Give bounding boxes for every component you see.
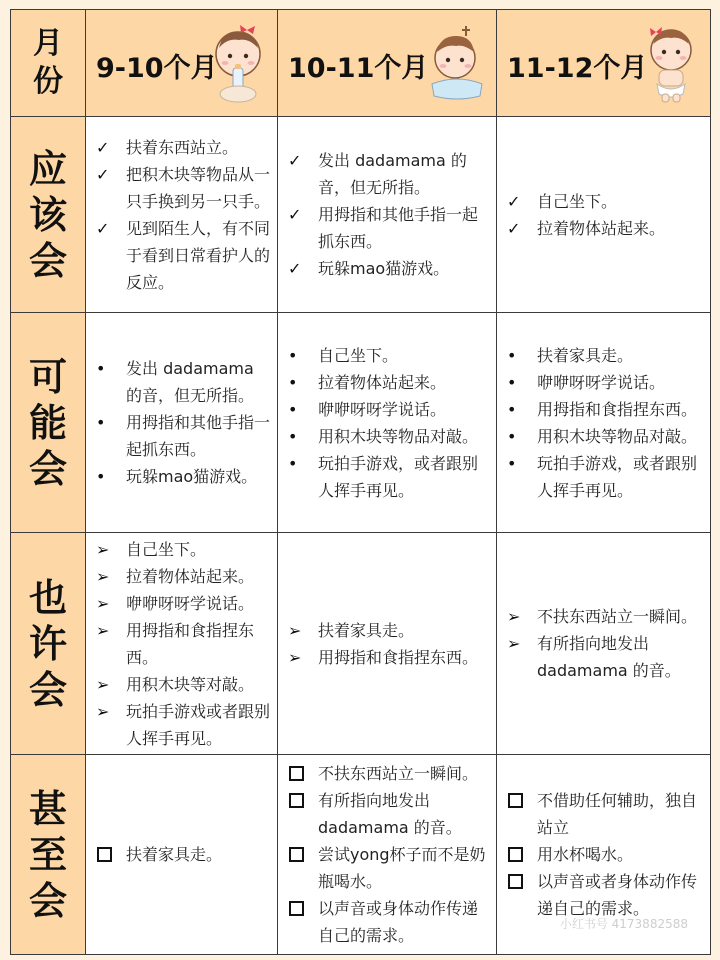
milestone-text: 玩拍手游戏，或者跟别人挥手再见。: [537, 453, 698, 500]
row-label-char: 也: [28, 575, 67, 620]
watermark: 小红书号 4173882588: [559, 917, 688, 931]
row-label-perhaps: [11, 533, 86, 755]
check-icon: ✓: [288, 205, 302, 224]
milestone-item: [96, 841, 271, 868]
check-icon: ✓: [507, 218, 521, 238]
milestone-item: [507, 396, 704, 423]
baby-bottle-icon: [209, 24, 267, 104]
dot-icon: •: [507, 372, 517, 392]
milestone-list: [86, 841, 277, 868]
milestone-list: [497, 188, 710, 242]
cell: [86, 313, 278, 533]
dot-icon: •: [507, 399, 517, 419]
milestone-item: [96, 590, 271, 617]
milestone-item: [96, 355, 271, 409]
dot-icon: •: [288, 453, 298, 473]
milestone-item: [507, 188, 704, 215]
arrow-icon: ➢: [96, 593, 110, 613]
dot-icon: •: [507, 345, 517, 365]
milestone-text: 扶着家具走。: [126, 845, 223, 864]
milestone-text: 玩躲mao猫游戏。: [126, 467, 258, 486]
milestone-item: [288, 396, 490, 423]
cell: [278, 755, 497, 955]
milestone-text: 发出 dadamama 的音，但无所指。: [126, 359, 255, 405]
arrow-icon: ➢: [288, 620, 302, 640]
milestone-text: 用积木块等对敲。: [126, 674, 255, 694]
milestone-sheet: [10, 9, 710, 954]
cell: [86, 117, 278, 313]
milestone-item: [288, 255, 490, 282]
dot-icon: •: [96, 359, 106, 378]
arrow-icon: ➢: [96, 674, 110, 694]
milestone-item: [288, 369, 490, 396]
cell: [86, 533, 278, 755]
milestone-list: [86, 134, 277, 296]
checkbox-icon: [288, 760, 314, 789]
dot-icon: •: [507, 426, 517, 446]
milestone-text: 玩拍手游戏或者跟别人挥手再见。: [126, 701, 271, 748]
row-label-char: 会: [28, 446, 67, 491]
milestone-item: [96, 134, 271, 161]
milestone-text: 把积木块等物品从一只手换到另一只手。: [126, 164, 271, 211]
milestone-item: [288, 423, 490, 450]
check-icon: ✓: [507, 191, 521, 211]
checkbox-icon: [507, 868, 533, 897]
cell: [86, 755, 278, 955]
milestone-item: [507, 841, 704, 868]
milestone-text: 扶着东西站立。: [126, 137, 239, 157]
dot-icon: •: [288, 399, 298, 419]
row-label-should: [11, 117, 86, 313]
check-icon: ✓: [288, 151, 302, 170]
checkbox-icon: [288, 787, 314, 816]
milestone-list: [278, 342, 496, 504]
row-label-char: 至: [28, 832, 67, 877]
milestone-list: [497, 603, 710, 684]
row-label-char: 许: [28, 621, 67, 666]
milestone-item: [96, 536, 271, 563]
milestone-item: [96, 671, 271, 698]
milestone-text: 用拇指和其他手指一起抓东西。: [318, 205, 479, 251]
milestone-item: [96, 563, 271, 590]
milestone-item: [507, 787, 704, 841]
checkbox-icon: [288, 895, 314, 924]
milestone-list: [86, 355, 277, 490]
cell: [497, 117, 711, 313]
milestone-text: 自己坐下。: [537, 191, 618, 211]
milestone-text: 用积木块等物品对敲。: [537, 426, 698, 446]
milestone-text: 自己坐下。: [126, 539, 207, 559]
milestone-text: 拉着物体站起来。: [126, 566, 255, 586]
dot-icon: •: [96, 413, 106, 432]
milestone-item: [288, 617, 490, 644]
baby-standing-icon: [642, 24, 700, 104]
arrow-icon: ➢: [96, 620, 110, 640]
milestone-text: 用拇指和食指捏东西。: [318, 647, 479, 667]
milestone-item: [507, 342, 704, 369]
column-title: 9-10个月: [96, 53, 218, 84]
milestone-text: 拉着物体站起来。: [318, 372, 447, 392]
arrow-icon: ➢: [288, 647, 302, 667]
baby-crawling-icon: [428, 24, 486, 104]
row-label-even: [11, 755, 86, 955]
column-header-10-11: [278, 10, 497, 117]
milestone-item: [288, 787, 490, 841]
milestone-item: [288, 201, 490, 255]
milestone-list: [497, 342, 710, 504]
milestone-item: [96, 463, 271, 490]
milestone-list: [86, 536, 277, 752]
header-row: [11, 10, 711, 117]
row-may: [11, 313, 711, 533]
row-label-char: 该: [28, 192, 67, 237]
milestone-text: 见到陌生人，有不同于看到日常看护人的反应。: [126, 218, 271, 292]
arrow-icon: ➢: [96, 539, 110, 559]
milestone-text: 以声音或身体动作传递自己的需求。: [318, 899, 479, 945]
check-icon: ✓: [96, 164, 110, 184]
milestone-text: 扶着家具走。: [537, 345, 634, 365]
milestone-text: 玩躲mao猫游戏。: [318, 259, 450, 278]
milestone-item: [96, 698, 271, 752]
milestone-item: [96, 617, 271, 671]
milestone-text: 咿咿呀呀学说话。: [318, 399, 447, 419]
milestone-item: [507, 423, 704, 450]
milestone-text: 玩拍手游戏，或者跟别人挥手再见。: [318, 453, 479, 500]
row-label-char: 应: [28, 146, 67, 191]
checkbox-icon: [507, 841, 533, 870]
milestone-item: [507, 369, 704, 396]
column-header-11-12: [497, 10, 711, 117]
milestone-text: 用拇指和食指捏东西。: [537, 399, 698, 419]
milestone-text: 有所指向地发出 dadamama 的音。: [537, 634, 681, 680]
cell: [278, 533, 497, 755]
dot-icon: •: [507, 453, 517, 473]
milestone-text: 有所指向地发出 dadamama 的音。: [318, 791, 462, 837]
milestone-item: [507, 630, 704, 684]
cell: [497, 533, 711, 755]
check-icon: ✓: [96, 137, 110, 157]
row-label-char: 会: [28, 667, 67, 712]
milestone-item: [288, 644, 490, 671]
milestone-item: [96, 409, 271, 463]
milestone-text: 尝试yong杯子而不是奶瓶喝水。: [318, 845, 486, 891]
milestone-list: [497, 787, 710, 922]
column-header-9-10: [86, 10, 278, 117]
milestone-table: [10, 9, 711, 955]
milestone-text: 不扶东西站立一瞬间。: [318, 764, 479, 783]
corner-cell-month: [11, 10, 86, 117]
milestone-text: 用拇指和其他手指一起抓东西。: [126, 413, 271, 459]
column-title: 10-11个月: [288, 53, 429, 84]
milestone-text: 用拇指和食指捏东西。: [126, 620, 255, 667]
milestone-item: [288, 342, 490, 369]
dot-icon: •: [96, 467, 106, 486]
row-perhaps: [11, 533, 711, 755]
check-icon: ✓: [96, 218, 110, 238]
checkbox-icon: [96, 841, 122, 870]
milestone-text: 不借助任何辅助，独自站立: [537, 791, 698, 837]
milestone-item: [288, 760, 490, 787]
milestone-item: [507, 868, 704, 922]
milestone-text: 用积木块等物品对敲。: [318, 426, 479, 446]
milestone-list: [278, 617, 496, 671]
milestone-text: 拉着物体站起来。: [537, 218, 666, 238]
dot-icon: •: [288, 345, 298, 365]
checkbox-icon: [288, 841, 314, 870]
milestone-text: 以声音或者身体动作传递自己的需求。: [537, 872, 698, 918]
dot-icon: •: [288, 426, 298, 446]
row-label-char: 会: [28, 238, 67, 283]
row-should: [11, 117, 711, 313]
arrow-icon: ➢: [507, 634, 521, 653]
milestone-item: [96, 215, 271, 296]
row-label-char: 可: [28, 354, 67, 399]
corner-char: 份: [33, 64, 63, 99]
milestone-item: [507, 215, 704, 242]
row-label-char: 能: [28, 400, 67, 445]
corner-char: 月: [33, 26, 63, 61]
cell: [278, 313, 497, 533]
milestone-list: [278, 760, 496, 949]
arrow-icon: ➢: [96, 566, 110, 586]
milestone-list: [278, 147, 496, 282]
milestone-item: [288, 841, 490, 895]
cell: [278, 117, 497, 313]
row-label-char: 会: [28, 878, 67, 923]
milestone-text: 扶着家具走。: [318, 620, 415, 640]
row-label-char: 甚: [28, 786, 67, 831]
column-title: 11-12个月: [507, 53, 648, 84]
row-label-may: [11, 313, 86, 533]
milestone-item: [288, 895, 490, 949]
arrow-icon: ➢: [507, 607, 521, 626]
milestone-text: 发出 dadamama 的音，但无所指。: [318, 151, 467, 197]
cell: [497, 313, 711, 533]
milestone-text: 咿咿呀呀学说话。: [537, 372, 666, 392]
milestone-item: [507, 603, 704, 630]
milestone-text: 咿咿呀呀学说话。: [126, 593, 255, 613]
milestone-text: 用水杯喝水。: [537, 845, 634, 864]
dot-icon: •: [288, 372, 298, 392]
milestone-text: 不扶东西站立一瞬间。: [537, 607, 698, 626]
checkbox-icon: [507, 787, 533, 816]
check-icon: ✓: [288, 259, 302, 278]
milestone-text: 自己坐下。: [318, 345, 399, 365]
milestone-item: [96, 161, 271, 215]
milestone-item: [288, 147, 490, 201]
milestone-item: [507, 450, 704, 504]
arrow-icon: ➢: [96, 701, 110, 721]
milestone-item: [288, 450, 490, 504]
